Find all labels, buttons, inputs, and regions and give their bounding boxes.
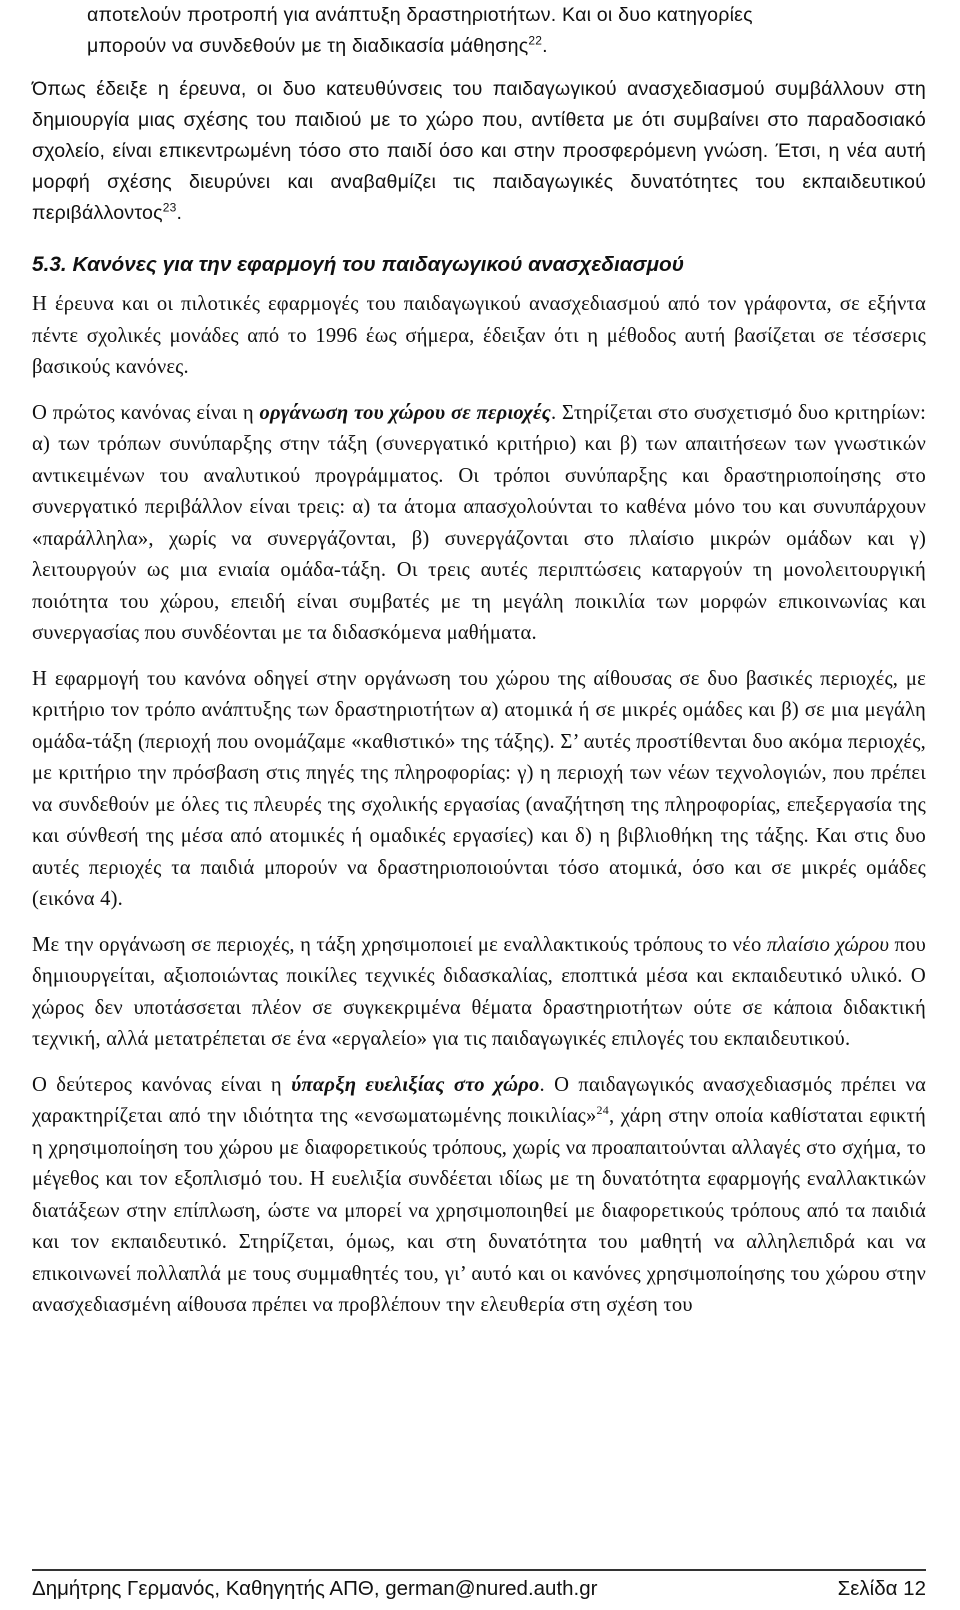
continued-line-2: μπορούν να συνδεθούν με τη διαδικασία μάθησης	[87, 35, 529, 57]
paragraph-second-rule: Ο δεύτερος κανόνας είναι η ύπαρξη ευελιξίας στο χώρο. Ο παιδαγωγικός ανασχεδιασμός πρέπει να χαρακτηρίζεται από την ιδιότητα της «ενσωματωμένης ποικιλίας»$^{24}$, χάρη στην οποία καθίσταται εφικτή η χρησιμοποίηση του χώρου με διαφορετικούς τρόπους, χωρίς να προαπαιτούνται αλλαγές στο σχήμα, το μέγεθος και τον εξοπλισμό του. Η ευελιξία συνδέεται ιδίως με τη δυνατότητα εφαρμογής εναλλακτικών διατάξεων στην επίπλωση, ώστε να μπορεί να χρησιμοποιηθεί με διαφορετικούς τρόπους από τα παιδιά και τον εκπαιδευτικό. Στηρίζεται, όμως, και στη δυνατότητα του μαθητή να αλληλεπιδρά και να επικοινωνεί πολλαπλά με τους συμμαθητές του, γι’ αυτό και οι κανόνες χρησιμοποίησης του χώρου στην ανασχεδιασμένη αίθουσα πρέπει να προβλέπουν την ελευθερία στη σχέση του	[32, 1073, 926, 1316]
space-frame-emphasis: πλαίσιο χώρου	[766, 933, 890, 956]
intro-block	[32, 0, 926, 229]
intro-paragraph-text: Όπως έδειξε η έρευνα, οι δυο κατευθύνσεις του παιδαγωγικού ανασχεδιασμού συμβάλλουν στη δημιουργία μιας σχέσης του παιδιού με το χώρο που, αντίθετα με ότι συμβαίνει στο παραδοσιακό σχολείο, είναι επικεντρωμένη τόσο στο παιδί όσο και στην προσφερόμενη γνώση. Έτσι, η νέα αυτή μορφή σχέσης διευρύνει και αναβαθμίζει τις παιδαγωγικές δυνατότητες του εκπαιδευτικού περιβάλλοντος	[32, 78, 926, 224]
continued-line-1: αποτελούν προτροπή για ανάπτυξη δραστηριοτήτων. Και οι δυο κατηγορίες	[87, 4, 753, 26]
first-rule-emphasis: οργάνωση του χώρου σε περιοχές	[259, 401, 552, 424]
paragraph-space-frame: Με την οργάνωση σε περιοχές, η τάξη χρησιμοποιεί με εναλλακτικούς τρόπους το νέο πλαίσιο χώρου που δημιουργείται, αξιοποιώντας ποικίλες τεχνικές διδασκαλίας, εποπτικά μέσα και εκπαιδευτικό υλικό. Ο χώρος δεν υποτάσσεται πλέον σε συγκεκριμένα θέματα δραστηριοτήτων ούτε σε κάποια διδακτική τεχνική, αλλά μετατρέπεται σε ένα «εργαλείο» για τις παιδαγωγικές επιλογές του εκπαιδευτικού.	[32, 933, 927, 1050]
document-page	[32, 0, 926, 1336]
continued-paragraph: αποτελούν προτροπή για ανάπτυξη δραστηριοτήτων. Και οι δυο κατηγορίες μπορούν να συνδεθούν με τη διαδικασία μάθησης$^{22}$.	[87, 4, 753, 57]
intro-paragraph: Όπως έδειξε η έρευνα, οι δυο κατευθύνσεις του παιδαγωγικού ανασχεδιασμού συμβάλλουν στη δημιουργία μιας σχέσης του παιδιού με το χώρο που, αντίθετα με ότι συμβαίνει στο παραδοσιακό σχολείο, είναι επικεντρωμένη τόσο στο παιδί όσο και στην προσφερόμενη γνώση. Έτσι, η νέα αυτή μορφή σχέσης διευρύνει και αναβαθμίζει τις παιδαγωγικές δυνατότητες του εκπαιδευτικού περιβάλλοντος$^{23}$.	[32, 78, 926, 224]
footer-page-number: Σελίδα 12	[837, 1577, 926, 1600]
section-heading: 5.3. Κανόνες για την εφαρμογή του παιδαγωγικού ανασχεδιασμού	[32, 253, 685, 276]
footnote-ref-22: 22	[528, 33, 543, 48]
second-rule-emphasis: ύπαρξη ευελιξίας στο χώρο	[291, 1073, 540, 1096]
footnote-ref-24: 24	[596, 1103, 609, 1118]
page-footer	[32, 1574, 926, 1604]
paragraph-research: Η έρευνα και οι πιλοτικές εφαρμογές του παιδαγωγικού ανασχεδιασμού από τον γράφοντα, σε εξήντα πέντε σχολικές μονάδες από το 1996 έως σήμερα, έδειξαν ότι η μέθοδος αυτή βασίζεται σε τέσσερις βασικούς κανόνες.	[32, 293, 926, 378]
paragraph-rule-application: Η εφαρμογή του κανόνα οδηγεί στην οργάνωση του χώρου της αίθουσας σε δυο βασικές περιοχές, με κριτήριο τον τρόπο ανάπτυξης των δραστηριοτήτων α) ατομικά ή σε μικρές ομάδες και β) σε μια μεγάλη ομάδα-τάξη (περιοχή που ονομάζαμε «καθιστικό» της τάξης). Σ’ αυτές προστίθενται δυο ακόμα περιοχές, με κριτήριο την πρόσβαση στις πηγές της πληροφορίας: γ) η περιοχή των νέων τεχνολογιών, που πρέπει να συνδεθούν με όλες τις πλευρές της σχολικής εργασίας (αναζήτηση της πληροφορίας, επεξεργασία της και σύνθεσή της μέσα από ατομικές ή ομαδικές εργασίες) και δ) η βιβλιοθήκη της τάξης. Και στις δυο αυτές περιοχές τα παιδιά μπορούν να δραστηριοποιούνται τόσο ατομικά, όσο και σε μικρές ομάδες (εικόνα 4).	[32, 667, 926, 910]
footer-author: Δημήτρης Γερμανός, Καθηγητής ΑΠΘ, german@nured.auth.gr	[32, 1577, 598, 1600]
footer-divider	[32, 1569, 926, 1571]
paragraph-first-rule: Ο πρώτος κανόνας είναι η οργάνωση του χώρου σε περιοχές. Στηρίζεται στο συσχετισμό δυο κριτηρίων: α) των τρόπων συνύπαρξης στην τάξη (συνεργατικό κριτήριο) και β) των απαιτήσεων των γνωστικών αντικειμένων του αναλυτικού προγράμματος. Οι τρόποι συνύπαρξης και δραστηριοποίησης στο συνεργατικό περιβάλλον είναι τρεις: α) τα άτομα απασχολούνται το καθένα μόνο του και συνυπάρχουν «παράλληλα», χωρίς να συνεργάζονται, β) συνεργάζονται στο πλαίσιο μικρών ομάδων και γ) λειτουργούν ως μια ενιαία ομάδα-τάξη. Οι τρεις αυτές περιπτώσεις καταργούν τη μονολειτουργική ποιότητα του χώρου, επειδή είναι συμβατές με τη μεγάλη ποικιλία των μορφών επικοινωνίας και συνεργασίας που συνδέονται με τα διδασκόμενα μαθήματα.	[32, 401, 926, 644]
body-text	[32, 289, 926, 1322]
footnote-ref-23: 23	[162, 200, 177, 215]
